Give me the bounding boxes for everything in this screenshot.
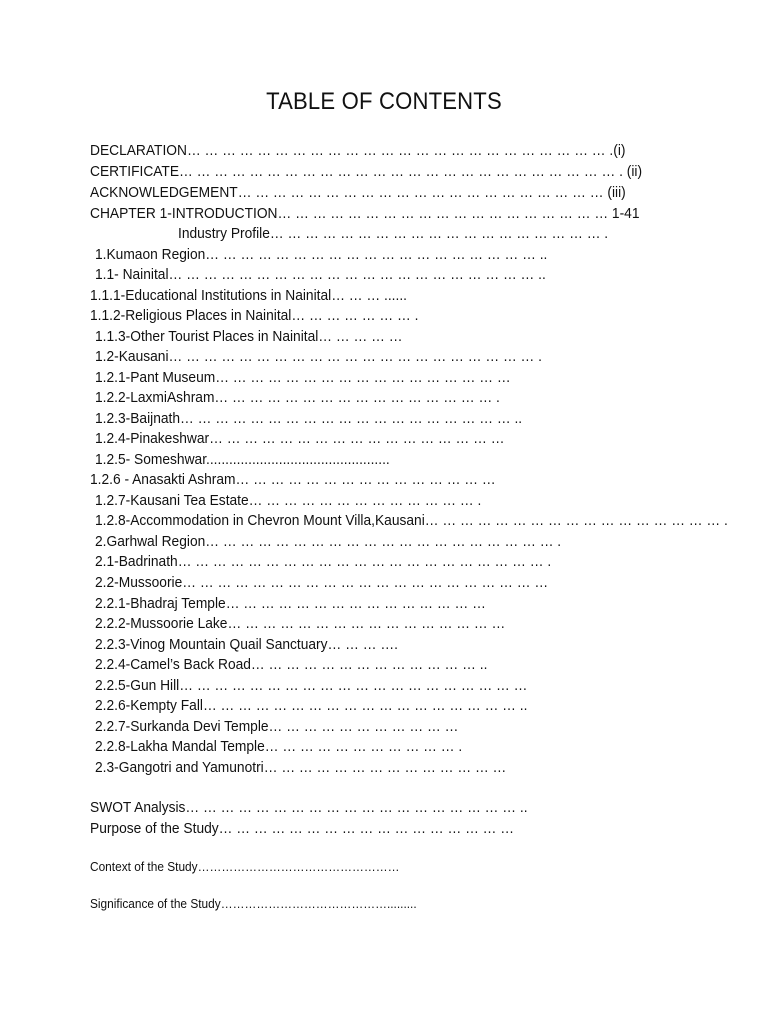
toc-entry-religious-places: 1.1.2-Religious Places in Nainital… … … … … … … . (90, 308, 419, 324)
toc-entry-anasakti-ashram: 1.2.6 - Anasakti Ashram… … … … … … … … … … … … … … … (90, 472, 496, 488)
toc-entry-vinog-mountain: 2.2.3-Vinog Mountain Quail Sanctuary… … … …. (95, 637, 398, 653)
toc-entry-pinakeshwar: 1.2.4-Pinakeshwar… … … … … … … … … … … … … … … … … (95, 431, 505, 447)
toc-entry-kempty-fall: 2.2.6-Kempty Fall… … … … … … … … … … … … … … … … … … .. (95, 698, 528, 714)
toc-entry-declaration: DECLARATION… … … … … … … … … … … … … … … … … … … … … … … … .(i) (90, 143, 626, 159)
toc-entry-acknowledgement: ACKNOWLEDGEMENT… … … … … … … … … … … … … … … … … … … … … (iii) (90, 185, 626, 201)
toc-entry-lakha-mandal-temple: 2.2.8-Lakha Mandal Temple… … … … … … … … … … … . (95, 739, 463, 755)
toc-entry-kumaon-region: 1.Kumaon Region… … … … … … … … … … … … … … … … … … … .. (95, 247, 548, 263)
toc-entry-chapter-1: CHAPTER 1-INTRODUCTION… … … … … … … … … … … … … … … … … … … 1-41 (90, 206, 640, 222)
toc-entry-purpose-of-study: Purpose of the Study… … … … … … … … … … … … … … … … … (90, 821, 515, 837)
toc-entry-mussoorie: 2.2-Mussoorie… … … … … … … … … … … … … … … … … … … … … (95, 575, 549, 591)
toc-entry-educational-institutions: 1.1.1-Educational Institutions in Nainital… … … ...... (90, 288, 407, 304)
toc-entry-industry-profile: Industry Profile… … … … … … … … … … … … … … … … … … … . (178, 226, 609, 242)
toc-entry-gangotri-yamunotri: 2.3-Gangotri and Yamunotri… … … … … … … … … … … … … … (95, 760, 507, 776)
toc-entry-camels-back-road: 2.2.4-Camel’s Back Road… … … … … … … … … … … … … .. (95, 657, 488, 673)
toc-entry-someshwar: 1.2.5- Someshwar................................................ (95, 452, 390, 468)
toc-entry-mussoorie-lake: 2.2.2-Mussoorie Lake… … … … … … … … … … … … … … … … (95, 616, 506, 632)
toc-entry-kausani: 1.2-Kausani… … … … … … … … … … … … … … … … … … … … … . (95, 349, 542, 365)
toc-entry-kausani-tea-estate: 1.2.7-Kausani Tea Estate… … … … … … … … … … … … … . (95, 493, 482, 509)
toc-entry-significance-of-study: Significance of the Study……………………………………......... (90, 897, 417, 911)
toc-entry-pant-museum: 1.2.1-Pant Museum… … … … … … … … … … … … … … … … … (95, 370, 511, 386)
toc-entry-garhwal-region: 2.Garhwal Region… … … … … … … … … … … … … … … … … … … … . (95, 534, 562, 550)
page-title: TABLE OF CONTENTS (266, 88, 502, 115)
toc-entry-accommodation: 1.2.8-Accommodation in Chevron Mount Villa,Kausani… … … … … … … … … … … … … … … … … . (95, 513, 728, 529)
toc-entry-other-tourist-places: 1.1.3-Other Tourist Places in Nainital… … … … … (95, 329, 403, 345)
toc-entry-baijnath: 1.2.3-Baijnath… … … … … … … … … … … … … … … … … … … .. (95, 411, 523, 427)
toc-entry-certificate: CERTIFICATE… … … … … … … … … … … … … … … … … … … … … … … … … . (ii) (90, 164, 643, 180)
toc-entry-gun-hill: 2.2.5-Gun Hill… … … … … … … … … … … … … … … … … … … … (95, 678, 528, 694)
toc-entry-context-of-study: Context of the Study…………………………………………… (90, 860, 400, 874)
toc-entry-bhadraj-temple: 2.2.1-Bhadraj Temple… … … … … … … … … … … … … … … (95, 596, 486, 612)
toc-entry-badrinath: 2.1-Badrinath… … … … … … … … … … … … … … … … … … … … … . (95, 554, 552, 570)
toc-entry-surkanda-devi-temple: 2.2.7-Surkanda Devi Temple… … … … … … … … … … … (95, 719, 459, 735)
toc-entry-laxmi-ashram: 1.2.2-LaxmiAshram… … … … … … … … … … … … … … … … . (95, 390, 500, 406)
toc-entry-nainital: 1.1- Nainital… … … … … … … … … … … … … … … … … … … … … .. (95, 267, 546, 283)
toc-entry-swot-analysis: SWOT Analysis… … … … … … … … … … … … … … … … … … … .. (90, 800, 528, 816)
